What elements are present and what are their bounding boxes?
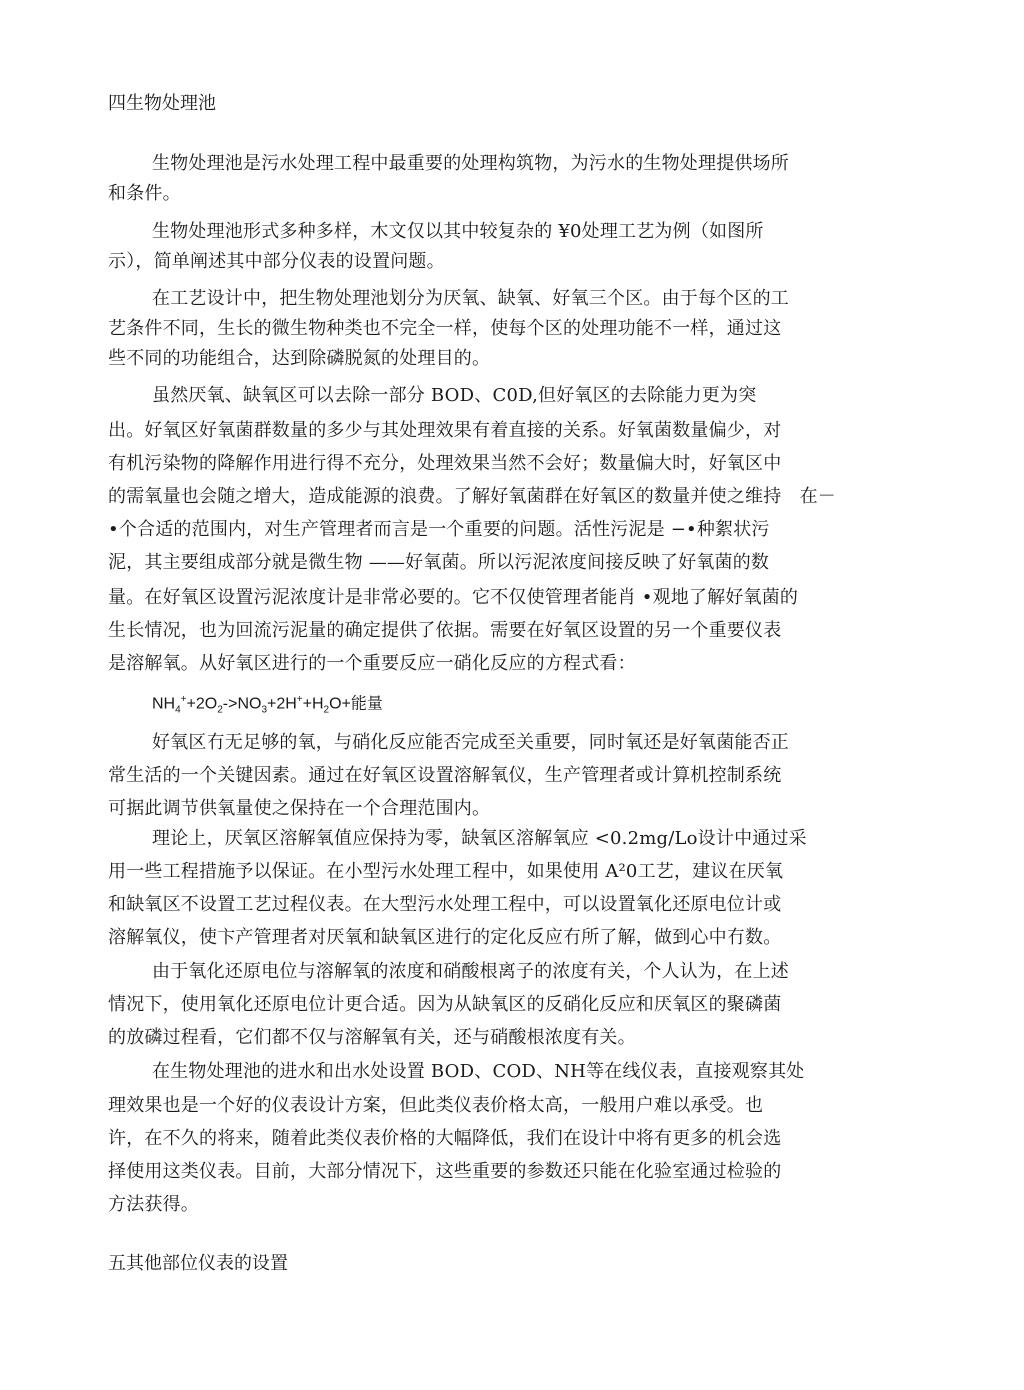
formula-nh: NH: [152, 695, 176, 713]
paragraph-line: •个合适的范围内，对生产管理者而言是一个重要的问题。活性污泥是 −•种絮状污: [108, 519, 770, 540]
nitrification-equation: [152, 688, 383, 723]
paragraph-line: 生长情况，也为回流污泥量的确定提供了依据。需要在好氧区设置的另一个重要仪表: [108, 620, 782, 641]
formula-hydrogen-sup: +: [296, 694, 303, 705]
formula-water: +H: [302, 695, 324, 713]
formula-hydrogen: +2H: [267, 695, 297, 713]
paragraph-line: 生物处理池形式多种多样，木文仅以其中较复杂的 ¥0处理工艺为例（如图所: [152, 221, 764, 242]
formula-nh-sup: +: [180, 694, 187, 705]
paragraph-line: 用一些工程措施予以保证。在小型污水处理工程中，如果使用 A²0工艺，建议在厌氧: [108, 861, 784, 882]
formula-water-sub: 2: [323, 704, 330, 716]
paragraph-line: 是溶解氧。从好氧区进行的一个重要反应一硝化反应的方程式看：: [108, 653, 636, 674]
paragraph-line: 艺条件不同，生长的微生物种类也不完全一样，使每个区的处理功能不一样，通过这: [108, 318, 782, 339]
paragraph-line: 些不同的功能组合，达到除磷脱氮的处理目的。: [108, 348, 491, 369]
formula-energy: O+能量: [329, 695, 383, 713]
paragraph-line: 方法获得。: [108, 1194, 199, 1215]
paragraph-line: 可据此调节供氧量使之保持在一个合理范围内。: [108, 798, 491, 819]
paragraph-line: 常生活的一个关键因素。通过在好氧区设置溶解氧仪，生产管理者或计算机控制系统: [108, 765, 782, 786]
paragraph-line: 理论上，厌氧区溶解氧值应保持为零，缺氧区溶解氧应 <0.2mg/Lo设计中通过采: [152, 828, 807, 849]
formula-nh-sub: 4: [175, 704, 181, 716]
paragraph-line: 出。好氧区好氧菌群数量的多少与其处理效果有着直接的关系。好氧菌数量偏少，对: [108, 420, 782, 441]
paragraph-line: 和缺氧区不设置工艺过程仪表。在大型污水处理工程中，可以设置氧化还原电位计或: [108, 894, 782, 915]
formula-oxygen-sub: 2: [217, 704, 223, 716]
paragraph-line: 量。在好氧区设置污泥浓度计是非常必要的。它不仅使管理者能肖 •观地了解好氧菌的: [108, 587, 799, 608]
paragraph-line: 好氧区冇无足够的氧，与硝化反应能否完成至关重要，同时氧还是好氧菌能否正: [152, 732, 789, 753]
paragraph-line: 虽然厌氧、缺氧区可以去除一部分 BOD、C0D,但好氧区的去除能力更为突: [152, 385, 757, 406]
formula-nitrate: ->NO: [222, 695, 262, 713]
paragraph-line: 的放磷过程看，它们都不仅与溶解氧有关，还与硝酸根浓度有关。: [108, 1027, 636, 1048]
paragraph-line: 和条件。: [108, 183, 181, 204]
paragraph-line: 的需氧量也会随之增大，造成能源的浪费。了解好氧菌群在好氧区的数量并使之维持 在－: [108, 486, 836, 507]
paragraph-line: 理效果也是一个好的仪表设计方案，但此类仪表价格太高，一般用户难以承受。也: [108, 1095, 764, 1116]
section-4-title: 四生物处理池: [108, 93, 216, 114]
paragraph-line: 许，在不久的将来，随着此类仪表价格的大幅降低，我们在设计中将有更多的机会选: [108, 1128, 782, 1149]
paragraph-line: 溶解氧仪，使卞产管理者对厌氧和缺氧区进行的定化反应冇所了解，做到心中冇数。: [108, 927, 782, 948]
paragraph-line: 示），简单阐述其中部分仪表的设置问题。: [108, 251, 445, 272]
section-5-title: 五其他部位仪表的设置: [108, 1253, 288, 1274]
paragraph-line: 由于氧化还原电位与溶解氧的浓度和硝酸根离子的浓度有关，个人认为，在上述: [152, 961, 789, 982]
paragraph-line: 择使用这类仪表。目前，大部分情况下，这些重要的参数还只能在化验室通过检验的: [108, 1161, 782, 1182]
paragraph-line: 情况下，使用氧化还原电位计更合适。因为从缺氧区的反硝化反应和厌氧区的聚磷菌: [108, 994, 782, 1015]
paragraph-line: 在生物处理池的进水和出水处设置 BOD、COD、NH等在线仪表，直接观察其处: [152, 1061, 805, 1082]
paragraph-line: 有机污染物的降解作用进行得不充分，处理效果当然不会好；数量偏大时，好氧区中: [108, 453, 782, 474]
paragraph-line: 泥，其主要组成部分就是微生物 ——好氧菌。所以污泥浓度间接反映了好氧菌的数: [108, 552, 770, 573]
formula-oxygen: +2O: [186, 695, 218, 713]
formula-nitrate-sub: 3: [261, 704, 267, 716]
paragraph-line: 在工艺设计中，把生物处理池划分为厌氧、缺氧、好氧三个区。由于每个区的工: [152, 288, 789, 309]
paragraph-line: 生物处理池是污水处理工程中最重要的处理构筑物，为污水的生物处理提供场所: [152, 153, 789, 174]
